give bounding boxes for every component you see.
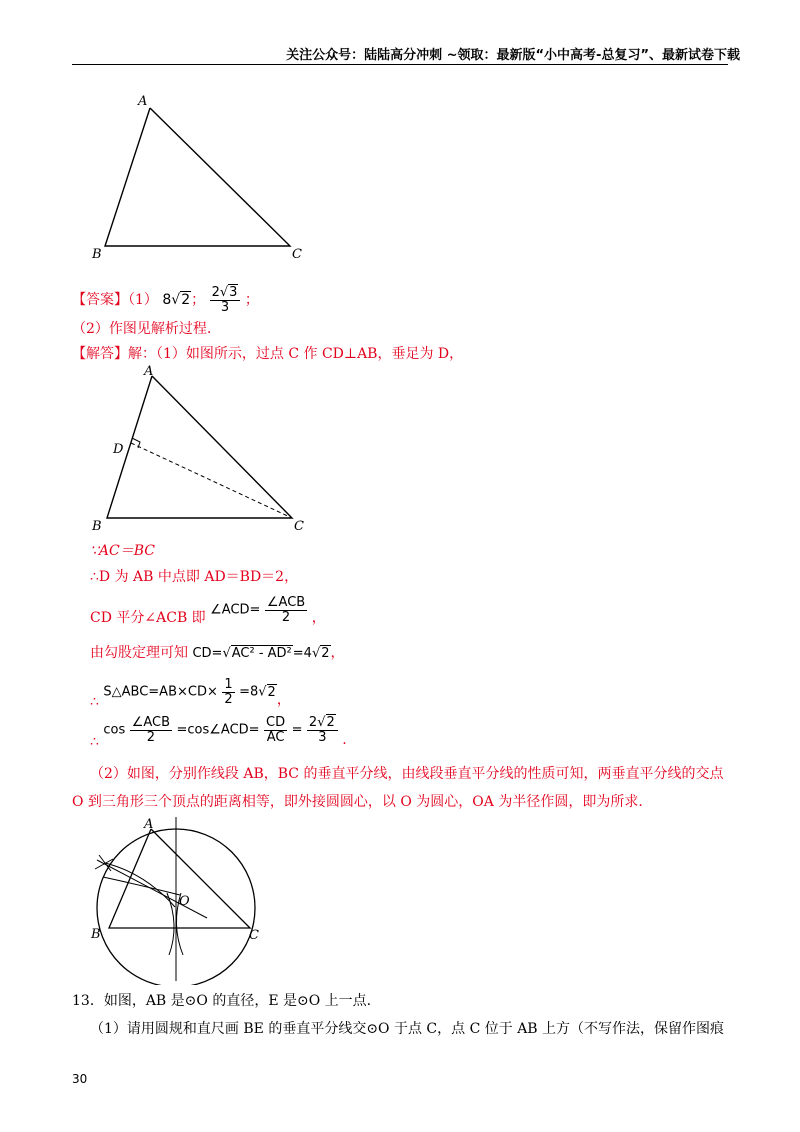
arc-3 bbox=[167, 893, 174, 955]
figure-triangle-altitude bbox=[80, 360, 320, 540]
q13-stem: 13．如图，AB 是⊙O 的直径，E 是⊙O 上一点. bbox=[72, 993, 372, 1009]
label-a: A bbox=[138, 94, 148, 109]
triangle-outline bbox=[105, 108, 290, 246]
label-b2: B bbox=[92, 519, 102, 534]
answer-tag: 【答案】 bbox=[72, 292, 128, 309]
triangle-outline-2 bbox=[107, 376, 292, 518]
label-c3: C bbox=[249, 928, 259, 943]
figure-triangle-abc bbox=[80, 88, 320, 268]
solution-tag: 【解答】 bbox=[72, 346, 128, 362]
label-a2: A bbox=[144, 364, 154, 379]
page-number: 30 bbox=[72, 1072, 88, 1086]
label-c2: C bbox=[294, 519, 304, 534]
solution-line-5: ∴ S△ABC=AB×CD× $\frac{1}{2}$ =8√2， bbox=[90, 677, 291, 711]
solution-line-4: 由勾股定理可知 CD=√AC² - AD²=4√2， bbox=[90, 645, 345, 661]
label-c: C bbox=[292, 247, 302, 262]
header-divider bbox=[72, 64, 728, 65]
answer-line-1: 【答案】（1） 8√2； $\frac{2√3}{3}$ ； bbox=[72, 285, 259, 315]
page-header: 关注公众号：陆陆高分冲刺 ~领取：最新版“小中高考-总复习”、最新试卷下载 bbox=[286, 48, 740, 63]
figure-circumcircle bbox=[85, 815, 275, 985]
solution-line-1: ∵AC＝BC bbox=[90, 543, 155, 559]
arc-2 bbox=[103, 877, 180, 895]
answer-fraction: $\frac{2√3}{3}$ bbox=[210, 286, 241, 314]
right-angle-mark bbox=[132, 438, 140, 448]
label-d2: D bbox=[113, 442, 124, 457]
solution-line-6: ∴ cos $\frac{\text{∠ACB}}{2}$ =cos∠ACD= $\frac{CD}{AC}$ = $\frac{2√2}{3}$ . bbox=[90, 715, 347, 751]
solution-part-2: （2）如图，分别作线段 AB，BC 的垂直平分线，由线段垂直平分线的性质可知，两垂直平分线的交点 O 到三角形三个顶点的距离相等，即外接圆圆心，以 O 为圆心，OA 为半径作圆，即为所求. bbox=[72, 766, 724, 810]
solution-line-3: CD 平分∠ACB 即 ∠ACD= $\frac{\text{∠ACB}}{2}$ ， bbox=[90, 595, 326, 627]
label-o3: O bbox=[179, 894, 190, 909]
label-a3: A bbox=[144, 817, 154, 832]
label-b3: B bbox=[91, 927, 101, 942]
answer-line-2: （2）作图见解析过程. bbox=[72, 321, 212, 337]
q13-part-1: （1）请用圆规和直尺画 BE 的垂直平分线交⊙O 于点 C，点 C 位于 AB 上方（不写作法，保留作图痕 bbox=[90, 1021, 725, 1037]
altitude-cd bbox=[131, 443, 292, 518]
solution-intro: 【解答】解：（1）如图所示，过点 C 作 CD⊥AB，垂足为 D， bbox=[72, 346, 464, 362]
label-b: B bbox=[92, 247, 102, 262]
solution-line-2: ∴D 为 AB 中点即 AD＝BD＝2， bbox=[90, 569, 299, 585]
